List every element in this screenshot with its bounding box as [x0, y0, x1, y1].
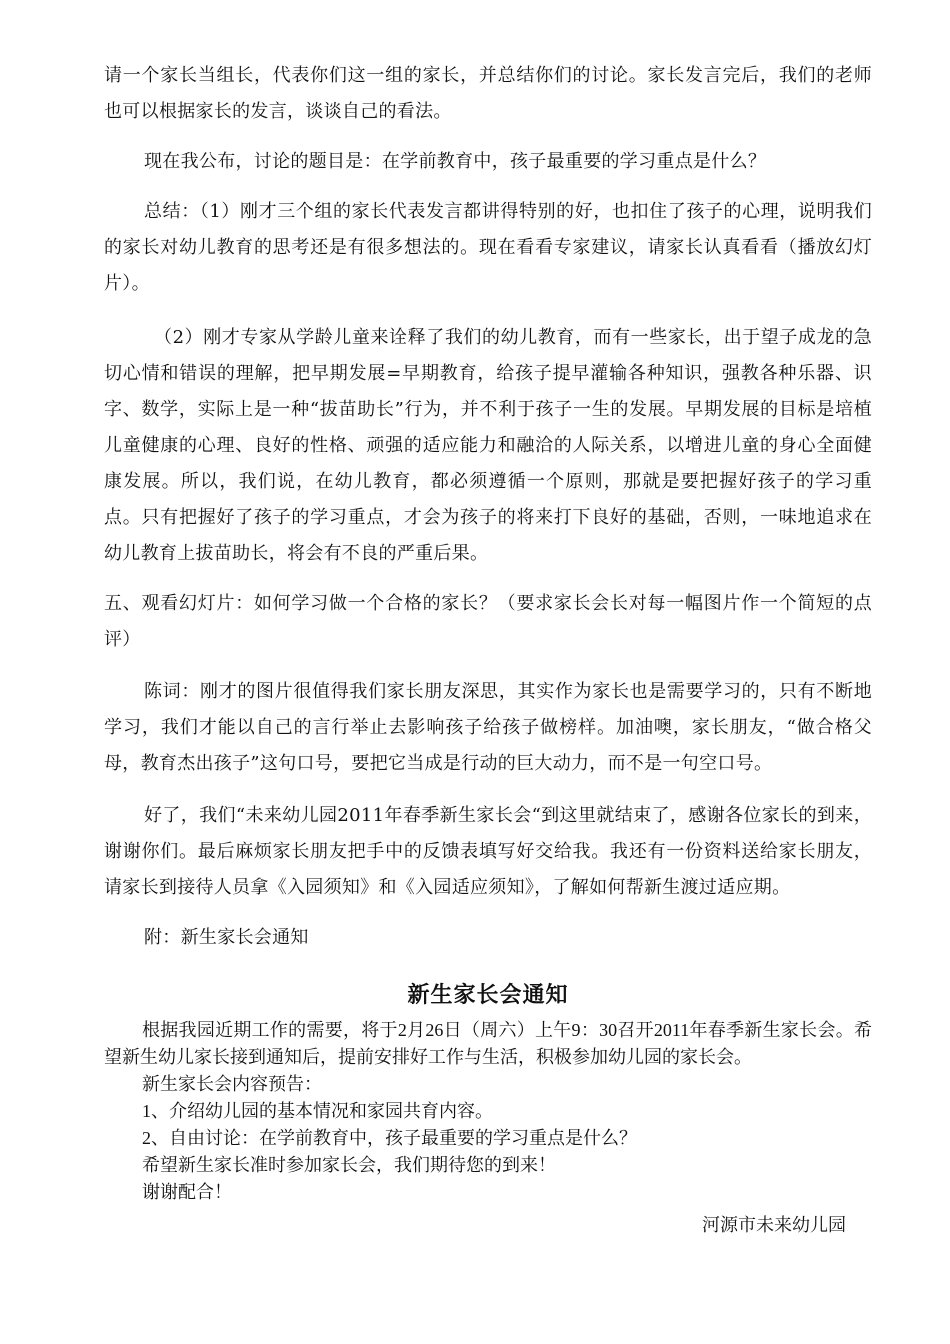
- document-page: [104, 58, 872, 1239]
- paragraph-discussion-topic: 现在我公布，讨论的题目是：在学前教育中，孩子最重要的学习重点是什么？: [144, 151, 767, 172]
- notice-body: 根据我园近期工作的需要，将于2月26日（周六）上午9：30召开2011年春季新生家长会。希望新生幼儿家长接到通知后，提前安排好工作与生活，积极参加幼儿园的家长会。: [104, 1020, 872, 1067]
- notice-closing: 希望新生家长准时参加家长会，我们期待您的到来！: [142, 1155, 556, 1175]
- paragraph-appendix: 附：新生家长会通知: [144, 927, 309, 948]
- notice-agenda-heading: 新生家长会内容预告：: [142, 1074, 322, 1094]
- paragraph-slideshow: 五、观看幻灯片：如何学习做一个合格的家长？（要求家长会长对每一幅图片作一个简短的点评）: [104, 593, 872, 650]
- notice-thanks: 谢谢配合！: [142, 1182, 232, 1202]
- notice-agenda-item: 2、自由讨论：在学前教育中，孩子最重要的学习重点是什么？: [142, 1128, 637, 1148]
- notice-title: 新生家长会通知: [407, 983, 569, 1008]
- paragraph-closing: 好了，我们“未来幼儿园2011年春季新生家长会“到这里就结束了，感谢各位家长的到来，谢谢你们。最后麻烦家长朋友把手中的反馈表填写好交给我。我还有一份资料送给家长朋友，请家长到接待人员拿《入园须知》和《入园适应须知》，了解如何帮新生渡过适应期。: [104, 805, 872, 898]
- paragraph-statement: 陈词：刚才的图片很值得我们家长朋友深思，其实作为家长也是需要学习的，只有不断地学习，我们才能以自己的言行举止去影响孩子给孩子做榜样。加油噢，家长朋友，“做合格父母，教育杰出孩子”这句口号，要把它当成是行动的巨大动力，而不是一句空口号。: [104, 681, 872, 774]
- paragraph-summary-1: 总结：（1）刚才三个组的家长代表发言都讲得特别的好，也扣住了孩子的心理，说明我们的家长对幼儿教育的思考还是有很多想法的。现在看看专家建议，请家长认真看看（播放幻灯片）。: [104, 201, 872, 294]
- notice-signature: 河源市未来幼儿园: [702, 1215, 846, 1235]
- paragraph-summary-2: （2）刚才专家从学龄儿童来诠释了我们的幼儿教育，而有一些家长，出于望子成龙的急切心情和错误的理解，把早期发展=早期教育，给孩子提早灌输各种知识，强教各种乐器、识字、数学，实际上是一种“拔苗助长”行为，并不利于孩子一生的发展。早期发展的目标是培植儿童健康的心理、良好的性格、顽强的适应能力和融洽的人际关系，以增进儿童的身心全面健康发展。所以，我们说，在幼儿教育，都必须遵循一个原则，那就是要把握好孩子的学习重点。只有把握好了孩子的学习重点，才会为孩子的将来打下良好的基础，否则，一味地追求在幼儿教育上拔苗助长，将会有不良的严重后果。: [104, 327, 872, 564]
- paragraph-group-leader: 请一个家长当组长，代表你们这一组的家长，并总结你们的讨论。家长发言完后，我们的老师也可以根据家长的发言，谈谈自己的看法。: [104, 65, 872, 122]
- notice-agenda-item: 1、介绍幼儿园的基本情况和家园共育内容。: [142, 1101, 493, 1121]
